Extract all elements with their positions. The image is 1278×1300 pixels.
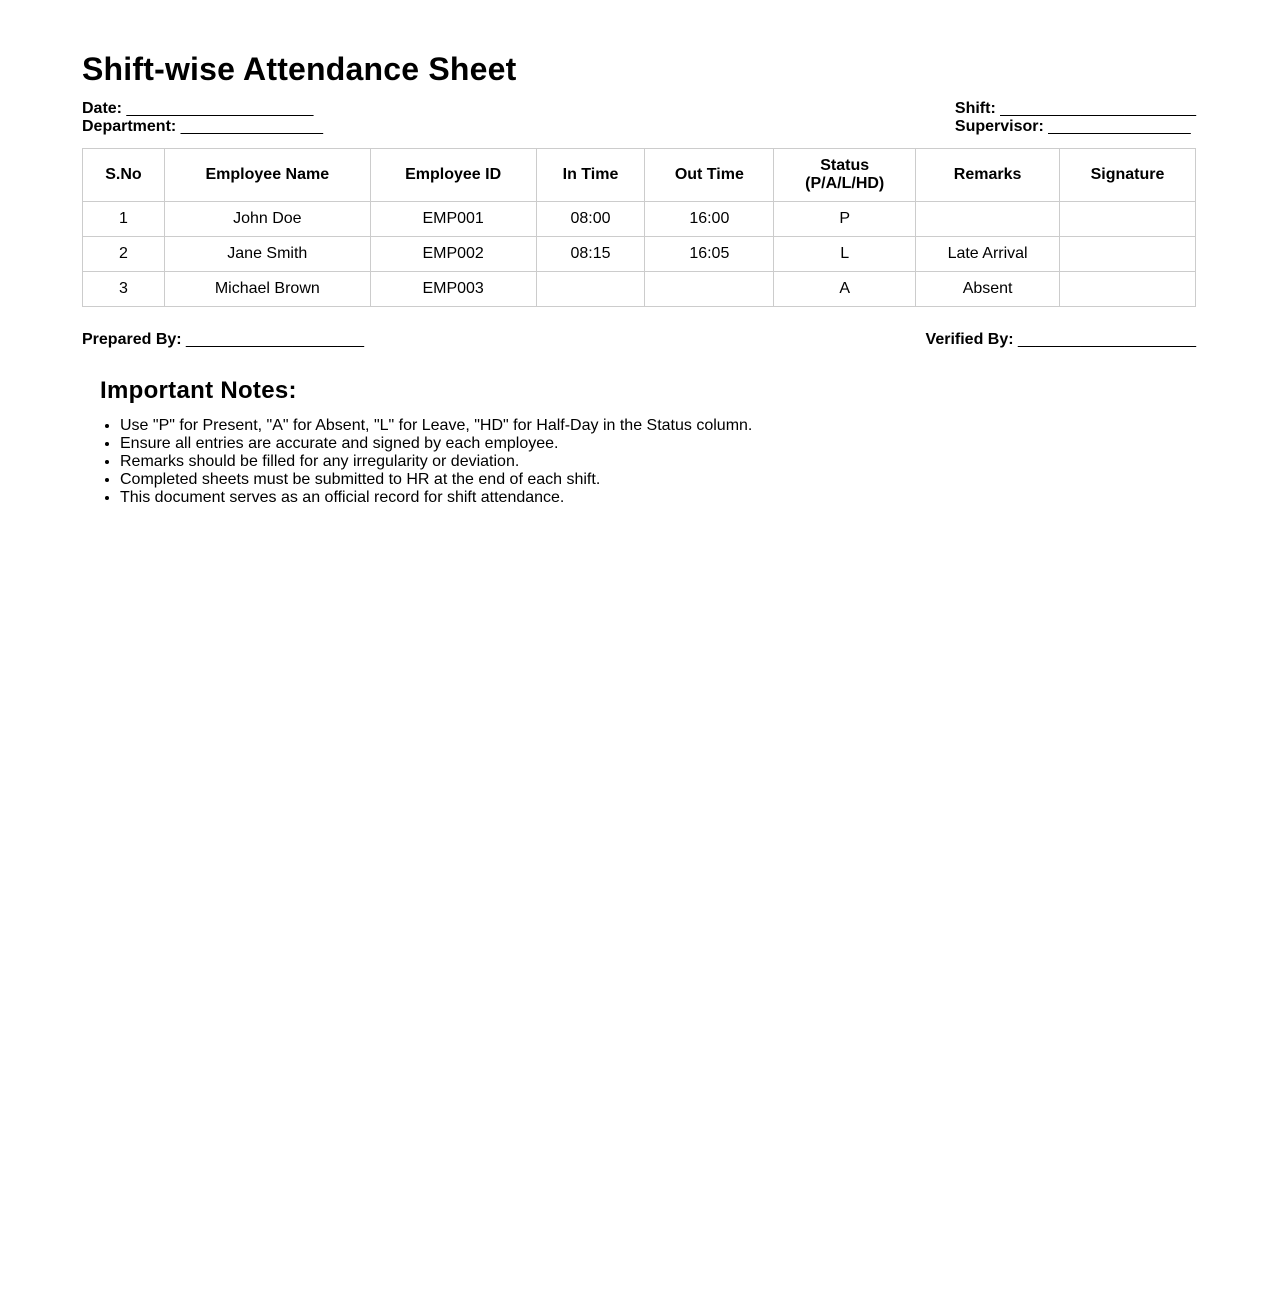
- cell-employee-name: Jane Smith: [164, 237, 370, 272]
- important-notes: [82, 377, 1196, 507]
- cell-status[interactable]: L: [774, 237, 916, 272]
- header-employee-id: Employee ID: [370, 149, 536, 202]
- header-signature: Signature: [1060, 149, 1196, 202]
- page-title: Shift-wise Attendance Sheet: [82, 51, 517, 87]
- table-header-row: [83, 149, 1196, 202]
- cell-employee-id: EMP002: [370, 237, 536, 272]
- supervisor-field[interactable]: [955, 118, 1196, 136]
- prepared-by-field[interactable]: [82, 331, 364, 349]
- list-item: • Ensure all entries are accurate and signed by each employee.: [120, 435, 1196, 453]
- header-remarks: Remarks: [916, 149, 1060, 202]
- cell-signature[interactable]: [1060, 272, 1196, 307]
- header-status-line2: (P/A/L/HD): [805, 175, 885, 192]
- header-status-line1: Status: [820, 157, 870, 174]
- cell-employee-name: Michael Brown: [164, 272, 370, 307]
- cell-employee-name: John Doe: [164, 202, 370, 237]
- meta-right: [955, 100, 1196, 136]
- cell-employee-id: EMP001: [370, 202, 536, 237]
- department-field[interactable]: [82, 118, 323, 136]
- cell-remarks[interactable]: [916, 202, 1060, 237]
- department-label: Department:: [82, 118, 177, 135]
- cell-in-time[interactable]: 08:15: [536, 237, 645, 272]
- cell-status[interactable]: A: [774, 272, 916, 307]
- verified-by-field[interactable]: [926, 331, 1196, 349]
- list-item: • Remarks should be filled for any irregularity or deviation.: [120, 453, 1196, 471]
- table-row: [83, 272, 1196, 307]
- attendance-table: [82, 148, 1196, 307]
- cell-sno: 1: [83, 202, 165, 237]
- list-item: • Use "P" for Present, "A" for Absent, "L" for Leave, "HD" for Half-Day in the Status column.: [120, 417, 1196, 435]
- attendance-sheet-page: [82, 50, 1196, 507]
- date-blank: _____________________: [126, 100, 314, 117]
- shift-field[interactable]: [955, 100, 1196, 118]
- cell-sno: 2: [83, 237, 165, 272]
- supervisor-blank: ________________: [1048, 118, 1191, 135]
- cell-out-time[interactable]: 16:05: [645, 237, 774, 272]
- cell-in-time[interactable]: [536, 272, 645, 307]
- list-item: • This document serves as an official record for shift attendance.: [120, 489, 1196, 507]
- verified-by-label: Verified By:: [925, 331, 1014, 348]
- header-in-time: In Time: [536, 149, 645, 202]
- meta-left: [82, 100, 323, 136]
- supervisor-label: Supervisor:: [954, 118, 1044, 135]
- cell-remarks[interactable]: Late Arrival: [916, 237, 1060, 272]
- prepared-by-label: Prepared By:: [82, 331, 182, 348]
- notes-list: [100, 417, 1196, 507]
- header-sno: S.No: [83, 149, 165, 202]
- signoff-row: [82, 331, 1196, 351]
- cell-signature[interactable]: [1060, 202, 1196, 237]
- table-row: [83, 237, 1196, 272]
- header-status: [774, 149, 916, 202]
- department-blank: ________________: [180, 118, 324, 135]
- header-employee-name: Employee Name: [164, 149, 370, 202]
- header-out-time: Out Time: [645, 149, 774, 202]
- sheet-meta: [82, 100, 1196, 136]
- date-field[interactable]: [82, 100, 323, 118]
- date-label: Date:: [82, 100, 123, 117]
- table-row: [83, 202, 1196, 237]
- cell-employee-id: EMP003: [370, 272, 536, 307]
- cell-sno: 3: [83, 272, 165, 307]
- verified-by-blank: ____________________: [1018, 331, 1196, 348]
- cell-status[interactable]: P: [774, 202, 916, 237]
- shift-label: Shift:: [954, 100, 996, 117]
- notes-title: Important Notes:: [100, 377, 297, 404]
- prepared-by-blank: ____________________: [186, 331, 365, 348]
- cell-signature[interactable]: [1060, 237, 1196, 272]
- cell-in-time[interactable]: 08:00: [536, 202, 645, 237]
- cell-out-time[interactable]: [645, 272, 774, 307]
- list-item: • Completed sheets must be submitted to HR at the end of each shift.: [120, 471, 1196, 489]
- shift-blank: ______________________: [1000, 100, 1196, 117]
- cell-out-time[interactable]: 16:00: [645, 202, 774, 237]
- cell-remarks[interactable]: Absent: [916, 272, 1060, 307]
